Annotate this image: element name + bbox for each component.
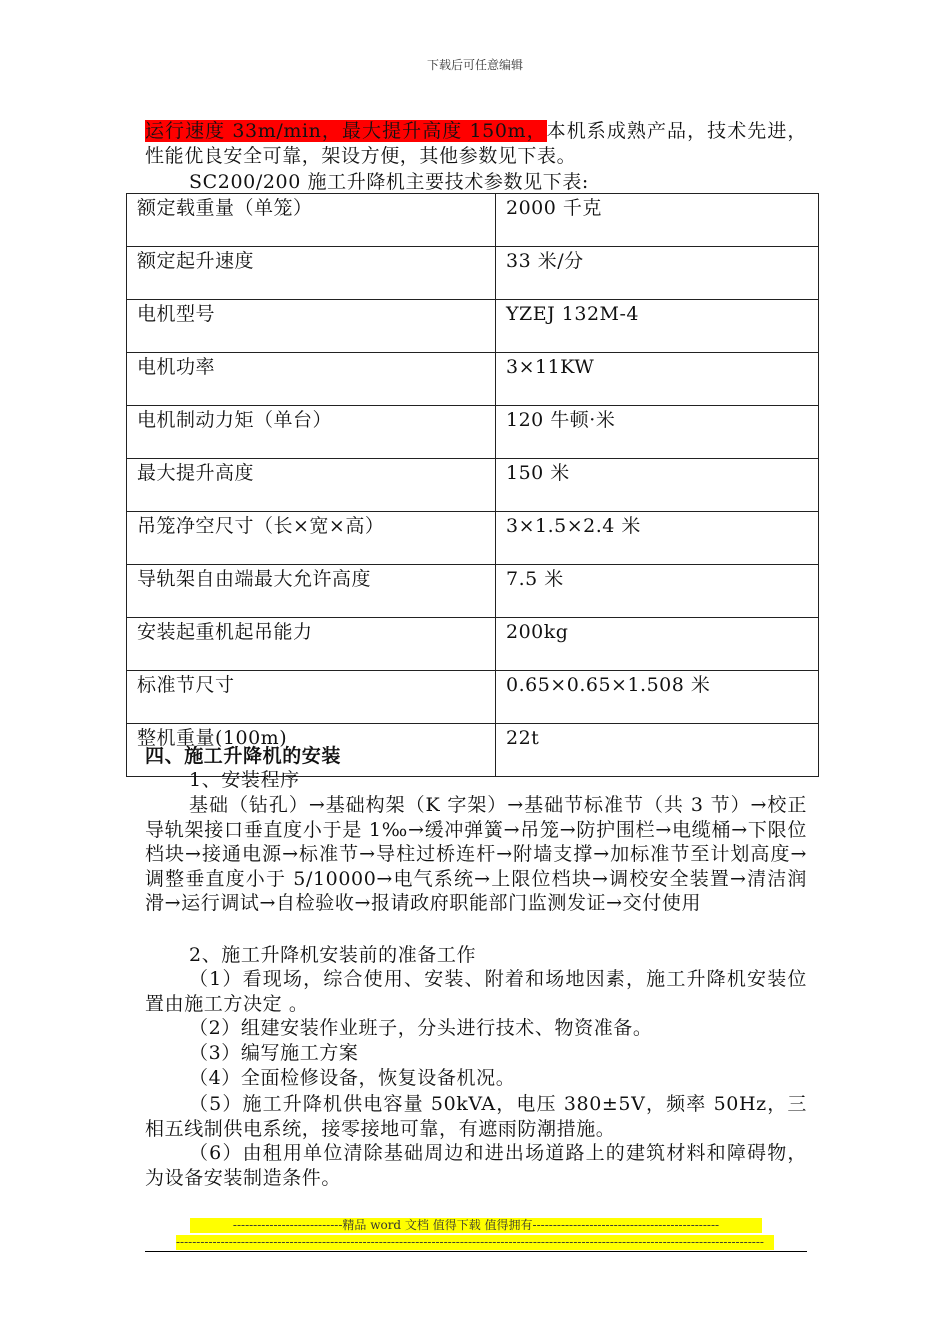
table-row — [127, 406, 819, 459]
table-row — [127, 247, 819, 300]
param-value: 2000 千克 — [496, 194, 819, 247]
param-value: 120 牛顿·米 — [496, 406, 819, 459]
param-label: 标准节尺寸 — [127, 671, 496, 724]
subsection-preparation: 2、施工升降机安装前的准备工作 — [189, 944, 477, 966]
param-label: 电机型号 — [127, 300, 496, 353]
param-label: 最大提升高度 — [127, 459, 496, 512]
param-value: 150 米 — [496, 459, 819, 512]
param-value: 200kg — [496, 618, 819, 671]
table-row — [127, 512, 819, 565]
footer-rule — [145, 1251, 807, 1252]
param-value: 33 米/分 — [496, 247, 819, 300]
param-label: 电机制动力矩（单台） — [127, 406, 496, 459]
prep-item-2: （2）组建安装作业班子，分头进行技术、物资准备。 — [189, 1017, 653, 1039]
intro-paragraph — [145, 119, 807, 168]
page-header: 下载后可任意编辑 — [426, 58, 523, 72]
spec-table — [126, 193, 819, 777]
param-label: 安装起重机起吊能力 — [127, 618, 496, 671]
prep-item-3: （3）编写施工方案 — [189, 1042, 359, 1064]
procedure-paragraph: 基础（钻孔）→基础构架（K 字架）→基础节标准节（共 3 节）→校正导轨架接口垂直度小于是 1‰→缓冲弹簧→吊笼→防护围栏→电缆桶→下限位档块→接通电源→标准节→导柱过桥连杆→附墙支撑→加标准节至计划高度→调整垂直度小于 5/10000→电气系统→上限位档块→调校安全装置→清洁润滑→运行调试→自检验收→报请政府职能部门监测发证→交付使用 — [145, 794, 807, 914]
highlighted-text: 运行速度 33m/min，最大提升高度 150m， — [145, 120, 547, 142]
subsection-install-procedure: 1、安装程序 — [189, 769, 300, 791]
table-row — [127, 671, 819, 724]
param-value: YZEJ 132M-4 — [496, 300, 819, 353]
intro-text: 本机系成熟产品，技术先进，性能优良安全可靠，架设方便，其他参数见下表。 — [145, 120, 807, 167]
table-row — [127, 618, 819, 671]
param-value: 22t — [496, 724, 819, 777]
table-row — [127, 459, 819, 512]
prep-item-6: （6）由租用单位清除基础周边和进出场道路上的建筑材料和障碍物，为设备安装制造条件。 — [145, 1142, 807, 1189]
footer-banner: ---------------------------精品 word 文档 值得下载 值得拥有---------------------------------------------- — [190, 1218, 762, 1233]
param-label: 导轨架自由端最大允许高度 — [127, 565, 496, 618]
table-row — [127, 565, 819, 618]
param-value: 3×1.5×2.4 米 — [496, 512, 819, 565]
table-row — [127, 353, 819, 406]
table-row — [127, 194, 819, 247]
param-value: 3×11KW — [496, 353, 819, 406]
prep-item-4: （4）全面检修设备，恢复设备机况。 — [189, 1067, 516, 1089]
table-caption: SC200/200 施工升降机主要技术参数见下表: — [189, 171, 589, 193]
prep-item-1: （1）看现场，综合使用、安装、附着和场地因素，施工升降机安装位置由施工方决定 。 — [145, 968, 807, 1015]
param-label: 吊笼净空尺寸（长×宽×高） — [127, 512, 496, 565]
param-label: 额定载重量（单笼） — [127, 194, 496, 247]
footer-dashes: ------------------------------------------------------------------------------------------------------------------------------------------------- — [176, 1235, 774, 1250]
table-row — [127, 300, 819, 353]
param-label: 电机功率 — [127, 353, 496, 406]
section-heading: 四、施工升降机的安装 — [145, 745, 342, 767]
param-value: 7.5 米 — [496, 565, 819, 618]
param-label: 整机重量(100m) — [127, 724, 496, 777]
param-value: 0.65×0.65×1.508 米 — [496, 671, 819, 724]
param-label: 额定起升速度 — [127, 247, 496, 300]
prep-item-5: （5）施工升降机供电容量 50kVA，电压 380±5V，频率 50Hz，三相五线制供电系统，接零接地可靠，有遮雨防潮措施。 — [145, 1093, 807, 1140]
